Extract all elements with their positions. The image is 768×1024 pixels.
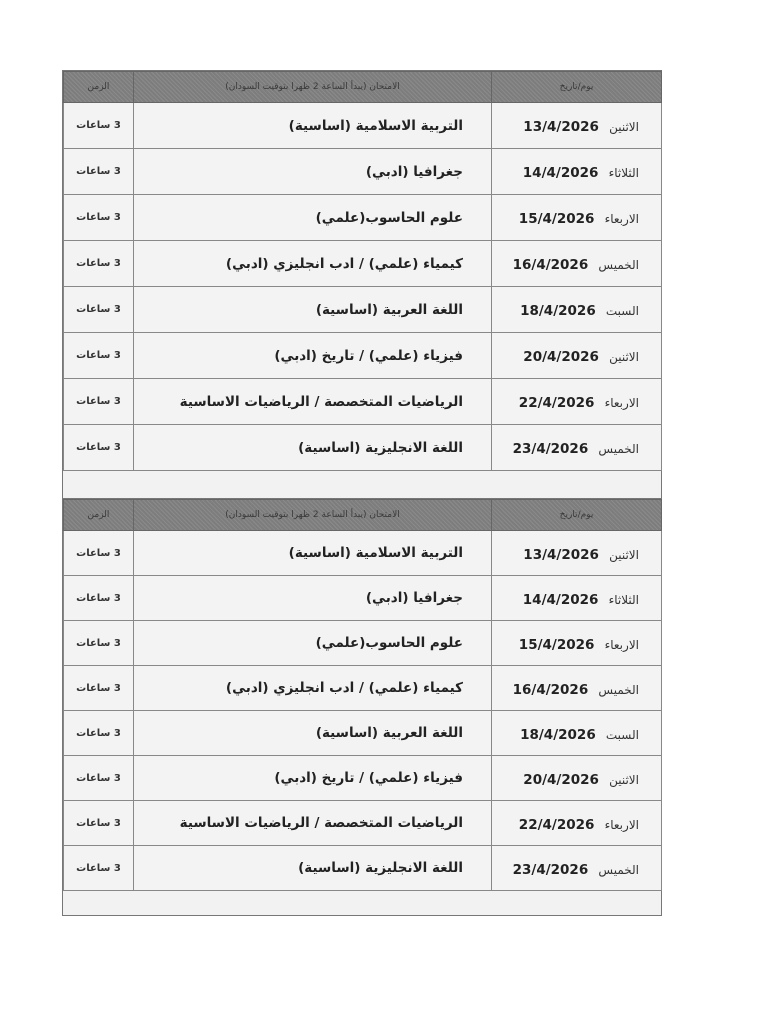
day-date-cell xyxy=(492,241,662,287)
exam-date: 13/4/2026 xyxy=(523,546,599,563)
table-row xyxy=(64,801,662,846)
exam-column-header: الامتحان (يبدأ الساعة 2 ظهرا بتوقيت السودان) xyxy=(134,500,492,531)
exam-subject-cell: اللغة الانجليزية (اساسية) xyxy=(134,425,492,471)
duration-cell: 3 ساعات xyxy=(64,711,134,756)
day-date-cell xyxy=(492,756,662,801)
exam-subject-cell: اللغة العربية (اساسية) xyxy=(134,287,492,333)
exam-subject-cell: اللغة العربية (اساسية) xyxy=(134,711,492,756)
table-row xyxy=(64,621,662,666)
day-date-cell xyxy=(492,149,662,195)
exam-subject-cell: فيزياء (علمي) / تاريخ (ادبي) xyxy=(134,333,492,379)
day-date-cell xyxy=(492,379,662,425)
exam-date: 22/4/2026 xyxy=(518,395,595,411)
day-date-cell xyxy=(492,846,662,891)
table-row xyxy=(64,149,662,195)
exam-date: 15/4/2026 xyxy=(518,636,595,653)
exam-date: 23/4/2026 xyxy=(512,861,589,878)
exam-schedule-table-1 xyxy=(63,71,662,471)
day-name: الخميس xyxy=(598,682,639,697)
day-date-cell xyxy=(492,195,662,241)
empty-spacer-row xyxy=(63,891,661,916)
day-name: السبت xyxy=(605,727,639,742)
duration-cell: 3 ساعات xyxy=(64,846,134,891)
time-column-header: الزمن xyxy=(64,72,134,103)
exam-subject-cell: التربية الاسلامية (اساسية) xyxy=(134,103,492,149)
day-name: الخميس xyxy=(598,258,639,272)
duration-cell: 3 ساعات xyxy=(64,531,134,576)
table-row xyxy=(64,666,662,711)
duration-cell: 3 ساعات xyxy=(64,103,134,149)
day-name: الاثنين xyxy=(609,120,639,134)
duration-cell: 3 ساعات xyxy=(64,621,134,666)
exam-subject-cell: الرياضيات المتخصصة / الرياضيات الاساسية xyxy=(134,801,492,846)
day-name: السبت xyxy=(605,304,639,318)
exam-date: 15/4/2026 xyxy=(518,211,595,227)
duration-cell: 3 ساعات xyxy=(64,756,134,801)
table-row xyxy=(64,287,662,333)
day-name: الاثنين xyxy=(609,547,639,562)
exam-date: 16/4/2026 xyxy=(512,257,589,273)
exam-subject-cell: كيمياء (علمي) / ادب انجليزي (ادبي) xyxy=(134,241,492,287)
exam-date: 14/4/2026 xyxy=(522,591,599,608)
table-row xyxy=(64,756,662,801)
duration-cell: 3 ساعات xyxy=(64,287,134,333)
exam-date: 23/4/2026 xyxy=(512,441,589,457)
table-row xyxy=(64,103,662,149)
table-row xyxy=(64,576,662,621)
day-date-cell xyxy=(492,287,662,333)
duration-cell: 3 ساعات xyxy=(64,195,134,241)
exam-subject-cell: جغرافيا (ادبي) xyxy=(134,576,492,621)
exam-subject-cell: الرياضيات المتخصصة / الرياضيات الاساسية xyxy=(134,379,492,425)
day-date-cell xyxy=(492,425,662,471)
exam-subject-cell: كيمياء (علمي) / ادب انجليزي (ادبي) xyxy=(134,666,492,711)
duration-cell: 3 ساعات xyxy=(64,241,134,287)
header-row xyxy=(64,72,662,103)
exam-subject-cell: جغرافيا (ادبي) xyxy=(134,149,492,195)
day-name: الاربعاء xyxy=(604,817,639,832)
day-name: الخميس xyxy=(598,442,639,456)
exam-subject-cell: اللغة الانجليزية (اساسية) xyxy=(134,846,492,891)
exam-schedule-sheet xyxy=(62,70,662,916)
day-name: الثلاثاء xyxy=(608,592,639,607)
table-row xyxy=(64,531,662,576)
day-name: الاربعاء xyxy=(604,637,639,652)
header-row xyxy=(64,500,662,531)
exam-subject-cell: علوم الحاسوب(علمي) xyxy=(134,195,492,241)
duration-cell: 3 ساعات xyxy=(64,149,134,195)
day-date-cell xyxy=(492,666,662,711)
exam-date: 22/4/2026 xyxy=(518,816,595,833)
table-row xyxy=(64,711,662,756)
day-date-cell xyxy=(492,333,662,379)
duration-cell: 3 ساعات xyxy=(64,379,134,425)
day-date-cell xyxy=(492,531,662,576)
exam-date: 13/4/2026 xyxy=(523,119,599,135)
duration-cell: 3 ساعات xyxy=(64,576,134,621)
exam-date: 14/4/2026 xyxy=(522,165,599,181)
table-row xyxy=(64,241,662,287)
table-row xyxy=(64,333,662,379)
exam-column-header: الامتحان (يبدأ الساعة 2 ظهرا بتوقيت السودان) xyxy=(134,72,492,103)
exam-date: 20/4/2026 xyxy=(523,349,599,365)
exam-subject-cell: فيزياء (علمي) / تاريخ (ادبي) xyxy=(134,756,492,801)
exam-schedule-table-2 xyxy=(63,499,662,891)
day-name: الاثنين xyxy=(609,772,639,787)
exam-date: 18/4/2026 xyxy=(520,303,596,319)
exam-date: 18/4/2026 xyxy=(520,726,596,743)
day-date-column-header: يوم/تاريخ xyxy=(492,72,662,103)
day-date-cell xyxy=(492,711,662,756)
day-name: الاربعاء xyxy=(604,212,639,226)
time-column-header: الزمن xyxy=(64,500,134,531)
table-row xyxy=(64,846,662,891)
day-date-column-header: يوم/تاريخ xyxy=(492,500,662,531)
day-date-cell xyxy=(492,801,662,846)
exam-date: 20/4/2026 xyxy=(523,771,599,788)
table-row xyxy=(64,195,662,241)
empty-spacer-row xyxy=(63,471,661,499)
duration-cell: 3 ساعات xyxy=(64,425,134,471)
day-date-cell xyxy=(492,576,662,621)
day-date-cell xyxy=(492,103,662,149)
exam-subject-cell: التربية الاسلامية (اساسية) xyxy=(134,531,492,576)
exam-date: 16/4/2026 xyxy=(512,681,589,698)
day-name: الاثنين xyxy=(609,350,639,364)
table-row xyxy=(64,425,662,471)
table-row xyxy=(64,379,662,425)
exam-subject-cell: علوم الحاسوب(علمي) xyxy=(134,621,492,666)
day-date-cell xyxy=(492,621,662,666)
duration-cell: 3 ساعات xyxy=(64,333,134,379)
day-name: الاربعاء xyxy=(604,396,639,410)
duration-cell: 3 ساعات xyxy=(64,801,134,846)
duration-cell: 3 ساعات xyxy=(64,666,134,711)
day-name: الثلاثاء xyxy=(608,166,639,180)
day-name: الخميس xyxy=(598,862,639,877)
